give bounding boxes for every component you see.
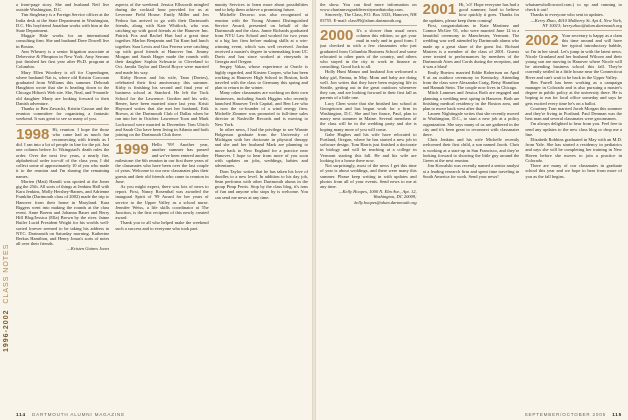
paragraph: Hi, 'o1! Hope everyone has had a good summer; hard to believe how quickly it goes. Thanks for the updates, please keep them coming!: [422, 2, 520, 23]
divider: [525, 30, 622, 31]
class-section-2001: [423, 2, 520, 23]
column-3: [215, 2, 308, 404]
paragraph: Sincerely, The Class, P.O. Box 3333, Hanover, NH 03755. E-mail: class99@alum.dartmouth.org.: [320, 12, 417, 23]
signature: —Kelly Hoopes, 1000 N. Elm Ave., Apt. 12, Washington, DC 20009; kelly.hoopes@alum.dartmouth.org: [338, 189, 417, 205]
paragraph: Hi, reunion. I hope the those who came had as much fun reconnecting with friends as I did. I ran into a lot of people in line for the pit. Just one column before Jo Vikingstad's death rules the order. Over the next few years, a nearly fire, alphabetical order too-off of the class year, I did collect some of approximately 10 of you who made it to the reunion and I'm sharing the remaining names.: [16, 126, 110, 179]
paragraph: Jim Kowalski was recently named a senior analyst at a leading research firm and spent time traveling in South America for work. Send your news!: [422, 163, 520, 179]
paragraph: Dom Taylor writes that he has taken his love of doodles to a new level. In addition to his day job, Sean performs with other Dartmouth alums in the group Pimp Ferris. Stop by the class blog, it's tons of fun and anyone who stops by is welcome. You can send me news at any time.: [214, 168, 308, 200]
magazine-title: DARTMOUTH ALUMNI MAGAZINE: [32, 412, 125, 417]
paragraph: munity Services to learn more about possibilities and to help them achieve a promising future.: [214, 2, 308, 13]
paragraph: There are many of our classmates in graduate school this year and we hope to hear from more of you as the fall begins.: [525, 163, 623, 179]
sidebar-years: 1996-2002: [3, 309, 10, 352]
column-6: [525, 2, 622, 404]
column-4: [320, 2, 417, 404]
signature: —Kristen Gaines Jones: [66, 246, 110, 252]
signature: —Kerry Zhao, 4010 Mulberry St. Apt 4, New York, NY 10013; kerry.zhao@alum.dartmouth.org: [530, 17, 623, 28]
paragraph: Morten (Matt) Hamilt was spotted at the Jones gig the 25th. All sorts of things at Jenkins Hall with Kara Jenkins, Molly Hershey-Barnes, and Adrienne Franklin (Dartmouth class of 2002) made the trip to Hanover from their home in Maryland. Kara Riggers went into making the rounds at the class event. Anne Boerm and Johanna Bauer and Berry Hill Blog/Jessica (Ella) Brown by the river. Jaime Butler Lucid President Wright for his worlds well-sorted forever seemed to be taking his address in NYC. Dartmouth on Saturday morning. Katherine Berkus Hamilton, and Henry Jonas's sorts of notes all over their friends.: [16, 178, 110, 247]
class-section-1998: [16, 127, 109, 179]
paragraph: Hello '99! Another year, another summer has passed and we've been entered another milestone: the 6th reunion in our first three years of the classmates who have been over the last couple of years. Welcome to our new classmates plus their guests and their old friends who came to reunion in June.: [115, 142, 209, 184]
class-year-heading: 1998: [16, 125, 50, 143]
right-footer: [525, 412, 622, 417]
paragraph: Ann Whearry is a senior litigation associate at Debevoise & Plimpton in New York. Amy Serrano just finished her first year after Ph.D. program at Columbia.: [16, 48, 110, 70]
paragraph: Your secretary is happy as a clam this time around and will have her typical introductory babble, so I'm in her stead. Let's jump in with the latest news. Nicole Granland and her husband Wilcom and their young son are moving to Hanover where Nicole will be attending business school this fall. They're currently settled in a little house near the Connecticut River and can't wait to be back in the Upper Valley.: [525, 33, 623, 80]
paragraph: Kirby Brown and his wife, Tana (Davies), celebrated their first anniversary this summer. Kirby is finishing his second and final year of business school at Stanford. He left the Tuck School for the Lawrence. Gordon and his wife, Renee, have been married since last year. Kristi Hayward writes that she met her husband, Erik Brown, at the Dartmouth Club of Dallas when he ran into her in October. Lawrence Toon and Mark Lockwood were married in December. Tom Ulrich and Sarah Cho have been living in Atlanta and both joining on the Dartmouth Club there.: [115, 74, 209, 138]
paragraph: Emily Buetow married Eddie Robertson on April 8 at an outdoor ceremony in Kentucky. Attending from the class were Alexandra Craig, Betsy Hamilton and Hannah Stein. The couple now lives in Chicago.: [422, 69, 520, 91]
class-section-2002: [525, 33, 622, 80]
sidebar-label: CLASS NOTES: [3, 243, 10, 304]
paragraph: As you might expect, there was lots of news to report. First, Nancy Rosenthal was awarded the inaugural Spirit of '99 Award for her years of service to the Upper Valley as a school nurse. Jennifer Weiss, a life skills coordinator at The Junction, is the first recipient of this newly created award.: [115, 183, 209, 221]
paragraph: Maggie Hale works for an international consulting firm. She and husband Dave Dowell live in Boston.: [16, 33, 110, 49]
divider: [320, 25, 417, 26]
paragraph: Lauren Nightingale writes that she recently moved to Washington, D.C., to start a new job at a policy organization. She says many of us are gathered in the city and it's been great to reconnect with classmates there.: [422, 111, 520, 138]
paragraph: a front-page story. She and husband Neil live outside Washington, D.C.: [16, 2, 110, 13]
paragraph: aspects of the weekend. Jessica Ellsworth mingled during the cocktail hour provided for us at Leverone Field House. Emily Miller and Jen Fedora has arrived to go with their Dartmouth friends, along with Kate Whitlock, who was catching up with good friends at the Hanover Inn. Patrick Fox and Rachel Hart had a great time together. Marlon Benjamin and Tat Karn had lunch together. Sara Lewis and Gus Ferrera were catching up with good friends at Hanover Inn. Jimmy Morgan and Sarah Hager made the rounds with their daughter Sophia Schwartz to Cleveland to Oct. Jamila Taylor and David Boyce were married and made his way.: [115, 2, 209, 75]
paragraph: Thanks to Ben Zawacki, Kristin Casson and the reunion committee for organizing a fantastic weekend. It was great to see so many of you.: [16, 106, 110, 122]
paragraph: Chris Jenkins and his wife Michelle recently welcomed their first child, a son named Jacob. Chris is working at a start-up in San Francisco, and they're looking forward to showing the little guy around the Green at the next reunion.: [422, 137, 520, 164]
issue-date: SEPTEMBER/OCTOBER 2005: [524, 412, 606, 417]
paragraph: Not surprisingly, most of the news I get this time of year is about weddings, and there were many this summer. Please keep writing in with updates and photos from all of your events. Send news to me at any time.: [320, 163, 417, 189]
paragraph: the show. You can find more information on www.chartmnvsgraddiversitymediatoday.com.: [320, 2, 417, 13]
paragraph: Elizabeth Robbins graduated in May with an M.D. from Yale. She has started a residency in pediatrics and says she will be completing her training in New Haven before she moves to join a practice in Colorado.: [525, 137, 623, 163]
paragraph: Sergey Vakar, whose experience at Oracle is highly regarded, and Kirsten Cooper, who has been working at Hanover High School in Boston, both traveled with the class to Germany this spring and plan to return in the winter.: [214, 64, 308, 91]
page-number: 114: [16, 412, 26, 417]
left-footer: [16, 412, 125, 417]
paragraph: Thanks to everyone who sent in updates.: [530, 12, 604, 18]
paragraph: First, congratulations to Kate Martinez and Connor McGee '01, who were married June 12 in a beautiful ceremony in Manchester, Vermont. The wedding was well attended by Dartmouth alums who made up a great share of the guest list. Richard Masters is a member of the class of 2001. Guests were treated to performances by members of the Dartmouth Aires and Cords during the reception, and it was a blast!: [422, 22, 520, 70]
paragraph: I'm always delighted to hear from you. Feel free to send any updates to the new class blog or drop me a line.: [525, 121, 623, 137]
class-section-1999: [115, 142, 208, 184]
class-year-heading: 2001: [422, 2, 457, 18]
paragraph: Lucy Chen wrote that she finished law school at Georgetown and has begun work for a firm in Washington, D.C. She and her fiance, Paul, plan to marry next summer in Maine. Several members of the class will be in the wedding party and she is hoping many more of you will come.: [320, 100, 417, 132]
paragraph: Thank you to all who helped make the weekend such a success and to everyone who took part.: [115, 220, 209, 231]
column-5: [423, 2, 520, 404]
column-2: [115, 2, 208, 404]
class-section-2000: [320, 28, 417, 70]
paragraph: Holly Hunt Manzo and husband Jon welcomed a baby girl, Emma, in May. Mom and baby are doing well. Jon writes that they have been enjoying life in Seattle, getting out in the great outdoors whenever they can, and are looking forward to their first fall as parents of a little one.: [320, 69, 417, 101]
paragraph: Tim Singletary is a Foreign Service officer at the India desk at the State Department in Washington, D.C. His boyfriend Jonathan works with him at the State Department.: [16, 12, 110, 34]
paragraph: Mitch Lammes and Jessica Roth are engaged and planning a wedding next spring in Hanover. Both are finishing medical residency in the Boston area, and plan to move back west after that.: [422, 90, 520, 112]
paragraph: Ben Farrell has been working as a campaign manager in Colorado and is also pursuing a master's degree in public policy at the university there. He is hoping to run for local office someday and says he gets excited every time he's on a ballot.: [525, 79, 623, 106]
paragraph: Courtney Tran married Jacob Morgan this summer and they're living in Portland. Paul Denman was the best man and several classmates were groomsmen.: [525, 105, 623, 122]
class-notes-sidebar: [3, 52, 13, 352]
paragraph: whatsnewhollowood.com.) to up and running to check it out!: [525, 2, 623, 13]
right-page: [316, 0, 628, 420]
class-year-heading: 2000: [320, 26, 354, 44]
page-number: 115: [612, 412, 622, 417]
paragraph: Gabe Hughes and his wife have relocated to Portland, Oregon, where he has started a new job in software design. Tom Harris just finished a doctorate in biology and will be teaching at a college in Vermont starting this fall. He and his wife are looking for a house there now.: [320, 131, 417, 163]
divider: [115, 139, 208, 140]
class-year-heading: 2002: [525, 32, 559, 50]
paragraph: Michelle Decorso was also recognized at reunion with the Young Alumni Distinguished Service Award, presented on behalf of the Dartmouth and the class. Jamie Richards graduated from NYU Law School and worked for two years at a big law firm before making skills at a win-winning event, which was well received. Jordan received a master's degree in winemaking from UC Davis and has since worked at vineyards in Georgia and Oregon.: [214, 12, 308, 65]
left-page: [0, 0, 312, 420]
column-1: [16, 2, 109, 404]
paragraph: Many other classmates are working on their own businesses, including Sarah Higgins who recently launched Hanover Tech Capital, and Ben Lee who is now the co-founder of a wind energy firm. Michelle Zimmer was promoted to full-time sales director at Nashville Records and is moving to New York.: [214, 90, 308, 127]
class-year-heading: 1999: [115, 141, 149, 159]
paragraph: Mary Ellen Woodrey is off for Copenhagen, where husband Nat is, where old Kristin Corcoran graduated from Williams this summer. Deborah Haughton wrote that she is heading down to the Chicago Hilton's Web site. She, Neal, and 9-month-old daughter Marty are looking forward to their Danish adventure.: [16, 69, 110, 106]
paragraph: In other news, I had the privilege to see Wasnie Holgerson graduate from the University of Michigan with her doctorate in physical therapy and she and her husband Mark are planning to move back to New England for a practice near Hanover. I hope to hear from more of you soon with updates on jobs, weddings, babies and adventures.: [214, 126, 308, 169]
divider: [16, 124, 109, 125]
paragraph: It's a slower than usual news column this edition, so get your mail in early and in good form. I just checked in with a few classmates who just graduated from Columbia Business School and some relocated to other parts of the country, and others who stayed in the city to work in finance or consulting. Good luck to all.: [320, 27, 417, 70]
